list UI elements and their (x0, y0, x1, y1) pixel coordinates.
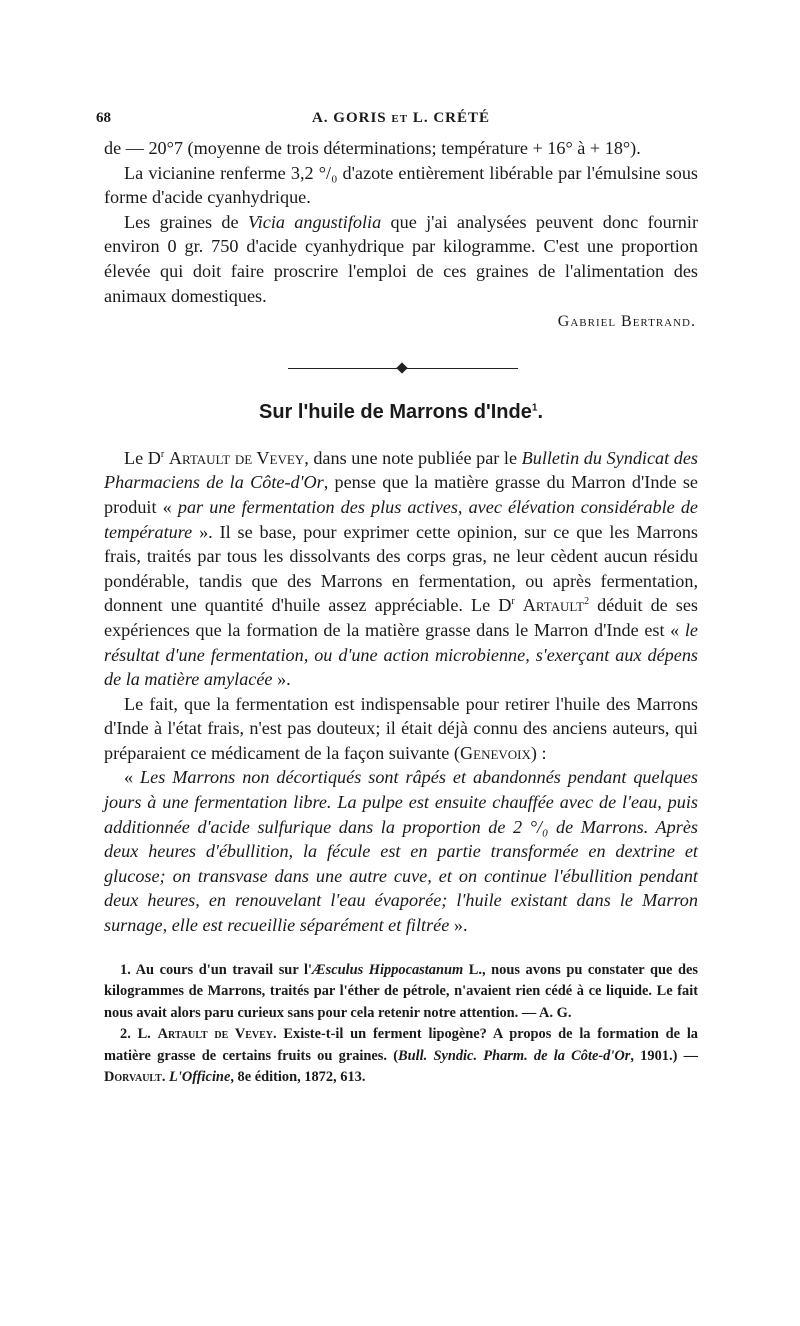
text-run: . (161, 1069, 170, 1086)
footnote-marker: 2 (584, 596, 590, 608)
author-name: Artault de Vevey (157, 1026, 274, 1043)
paragraph: de — 20°7 (moyenne de trois déterminations; température + 16° à + 18°). (104, 138, 641, 158)
text-run: , 8e édition, 1872, 613. (230, 1069, 366, 1086)
text-run: 1. Au cours d'un travail sur l' (120, 961, 313, 978)
author-name: Artault de Vevey (168, 447, 305, 468)
author-name: Genevoix (460, 742, 531, 763)
text-run: . Existe-t-il un ferment lipogène? A propos de la formation de la matière grasse de certains fruits ou graines. ( (104, 1026, 699, 1064)
article-body (104, 446, 698, 938)
book-title: L'Officine (169, 1069, 231, 1086)
author-name: Dorvault (104, 1069, 162, 1086)
article-title-text: Sur l'huile de Marrons d'Inde (258, 400, 532, 423)
journal-title: Bull. Syndic. Pharm. de la Côte-d'Or (398, 1047, 631, 1064)
text-run: Le D (124, 447, 161, 468)
text-run: « (124, 767, 141, 788)
superscript: r (160, 448, 165, 460)
text-run: ». (272, 669, 291, 690)
species-name: Æsculus Hippocastanum (312, 961, 464, 978)
footnote (104, 1024, 698, 1089)
text-run: déduit de ses expériences que la formation de la matière grasse dans le Marron d'Inde est « (104, 595, 698, 640)
text-run: Le fait, que la fermentation est indispensable pour retirer l'huile des Marrons d'Inde à l'état frais, n'est pas douteux; il était déjà connu des anciens auteurs, qui préparaient ce médicament de la façon suivante ( (104, 693, 698, 763)
paragraph (104, 692, 698, 766)
paragraph (104, 446, 698, 692)
diamond-ornament-icon (396, 362, 407, 373)
text-run: ) : (530, 742, 547, 763)
text-run: , dans une note publiée par le (304, 447, 522, 468)
text-run: , 1901.) — (630, 1047, 698, 1064)
footnotes (104, 960, 698, 1089)
running-head-authors: A. GORIS et L. CRÉTÉ (311, 110, 491, 126)
text-run: , pense que la matière grasse du Marron d'Inde se produit « (104, 472, 699, 517)
section-separator (104, 347, 698, 387)
species-name: Vicia angustifolia (247, 211, 382, 232)
journal-page (96, 106, 699, 1089)
text-run: ». Il se base, pour exprimer cette opinion, sur ce que les Marrons frais, traités par tous les dissolvants des corps gras, ne leur cèdent aucun résidu pondérable, tandis que des Marrons en fermentation, ou après fermentation, donnent une quantité d'huile assez appréciable. Le D (104, 521, 698, 616)
quotation: Les Marrons non décortiqués sont râpés et abandonnés pendant quelques jours à une fermentation libre. La pulpe est ensuite chauffée avec de l'eau, puis additionnée d'acide sulfurique dans la proportion de 2 °/₀ de Marrons. Après deux heures d'ébullition, la fécule est en partie transformée en dextrine et glucose; on transvase dans une autre cuve, et on continue l'ébullition pendant deux heures, en renouvelant l'eau évaporée; l'huile existant dans le Marron surnage, elle est recueillie séparément et filtrée (104, 767, 698, 936)
footnote-marker: 1 (531, 402, 538, 414)
text-run: Les graines de (124, 211, 248, 232)
superscript: r (511, 596, 515, 608)
author-name: Artault (522, 595, 585, 616)
paragraph (104, 765, 698, 937)
article-title: Sur l'huile de Marrons d'Inde$^1$. (258, 400, 543, 423)
preceding-article-end (104, 136, 698, 335)
journal-title: Bulletin du Syndicat des Pharmaciens de la Côte-d'Or (104, 447, 699, 493)
page-number: 68 (96, 110, 111, 126)
paragraph (104, 210, 698, 308)
quotation: le résultat d'une fermentation, ou d'une action microbienne, s'exerçant aux dépens de la matière amylacée (104, 619, 698, 690)
quotation: par une fermentation des plus actives, avec élévation considérable de température (104, 496, 698, 542)
paragraph: La vicianine renferme 3,2 °/₀ d'azote entièrement libérable par l'émulsine sous forme d'acide cyanhydrique. (104, 162, 698, 208)
text-run: 2. L. (120, 1026, 158, 1043)
footnote (104, 960, 698, 1025)
text-run: que j'ai analysées peuvent donc fournir environ 0 gr. 750 d'acide cyanhydrique par kilogramme. C'est une proportion élevée qui doit faire proscrire l'emploi de ces graines de l'alimentation des animaux domestiques. (104, 211, 698, 306)
text-run: L., nous avons pu constater que des kilogrammes de Marrons, traités par l'éther de pétrole, n'avaient rien cédé à ce liquide. Le fait nous avait alors paru curieux sans pour cela retenir notre attention. — A. G. (104, 961, 698, 1021)
text-run: ». (449, 915, 468, 936)
author-signature: Gabriel Bertrand. (557, 313, 696, 331)
running-head (96, 106, 698, 136)
